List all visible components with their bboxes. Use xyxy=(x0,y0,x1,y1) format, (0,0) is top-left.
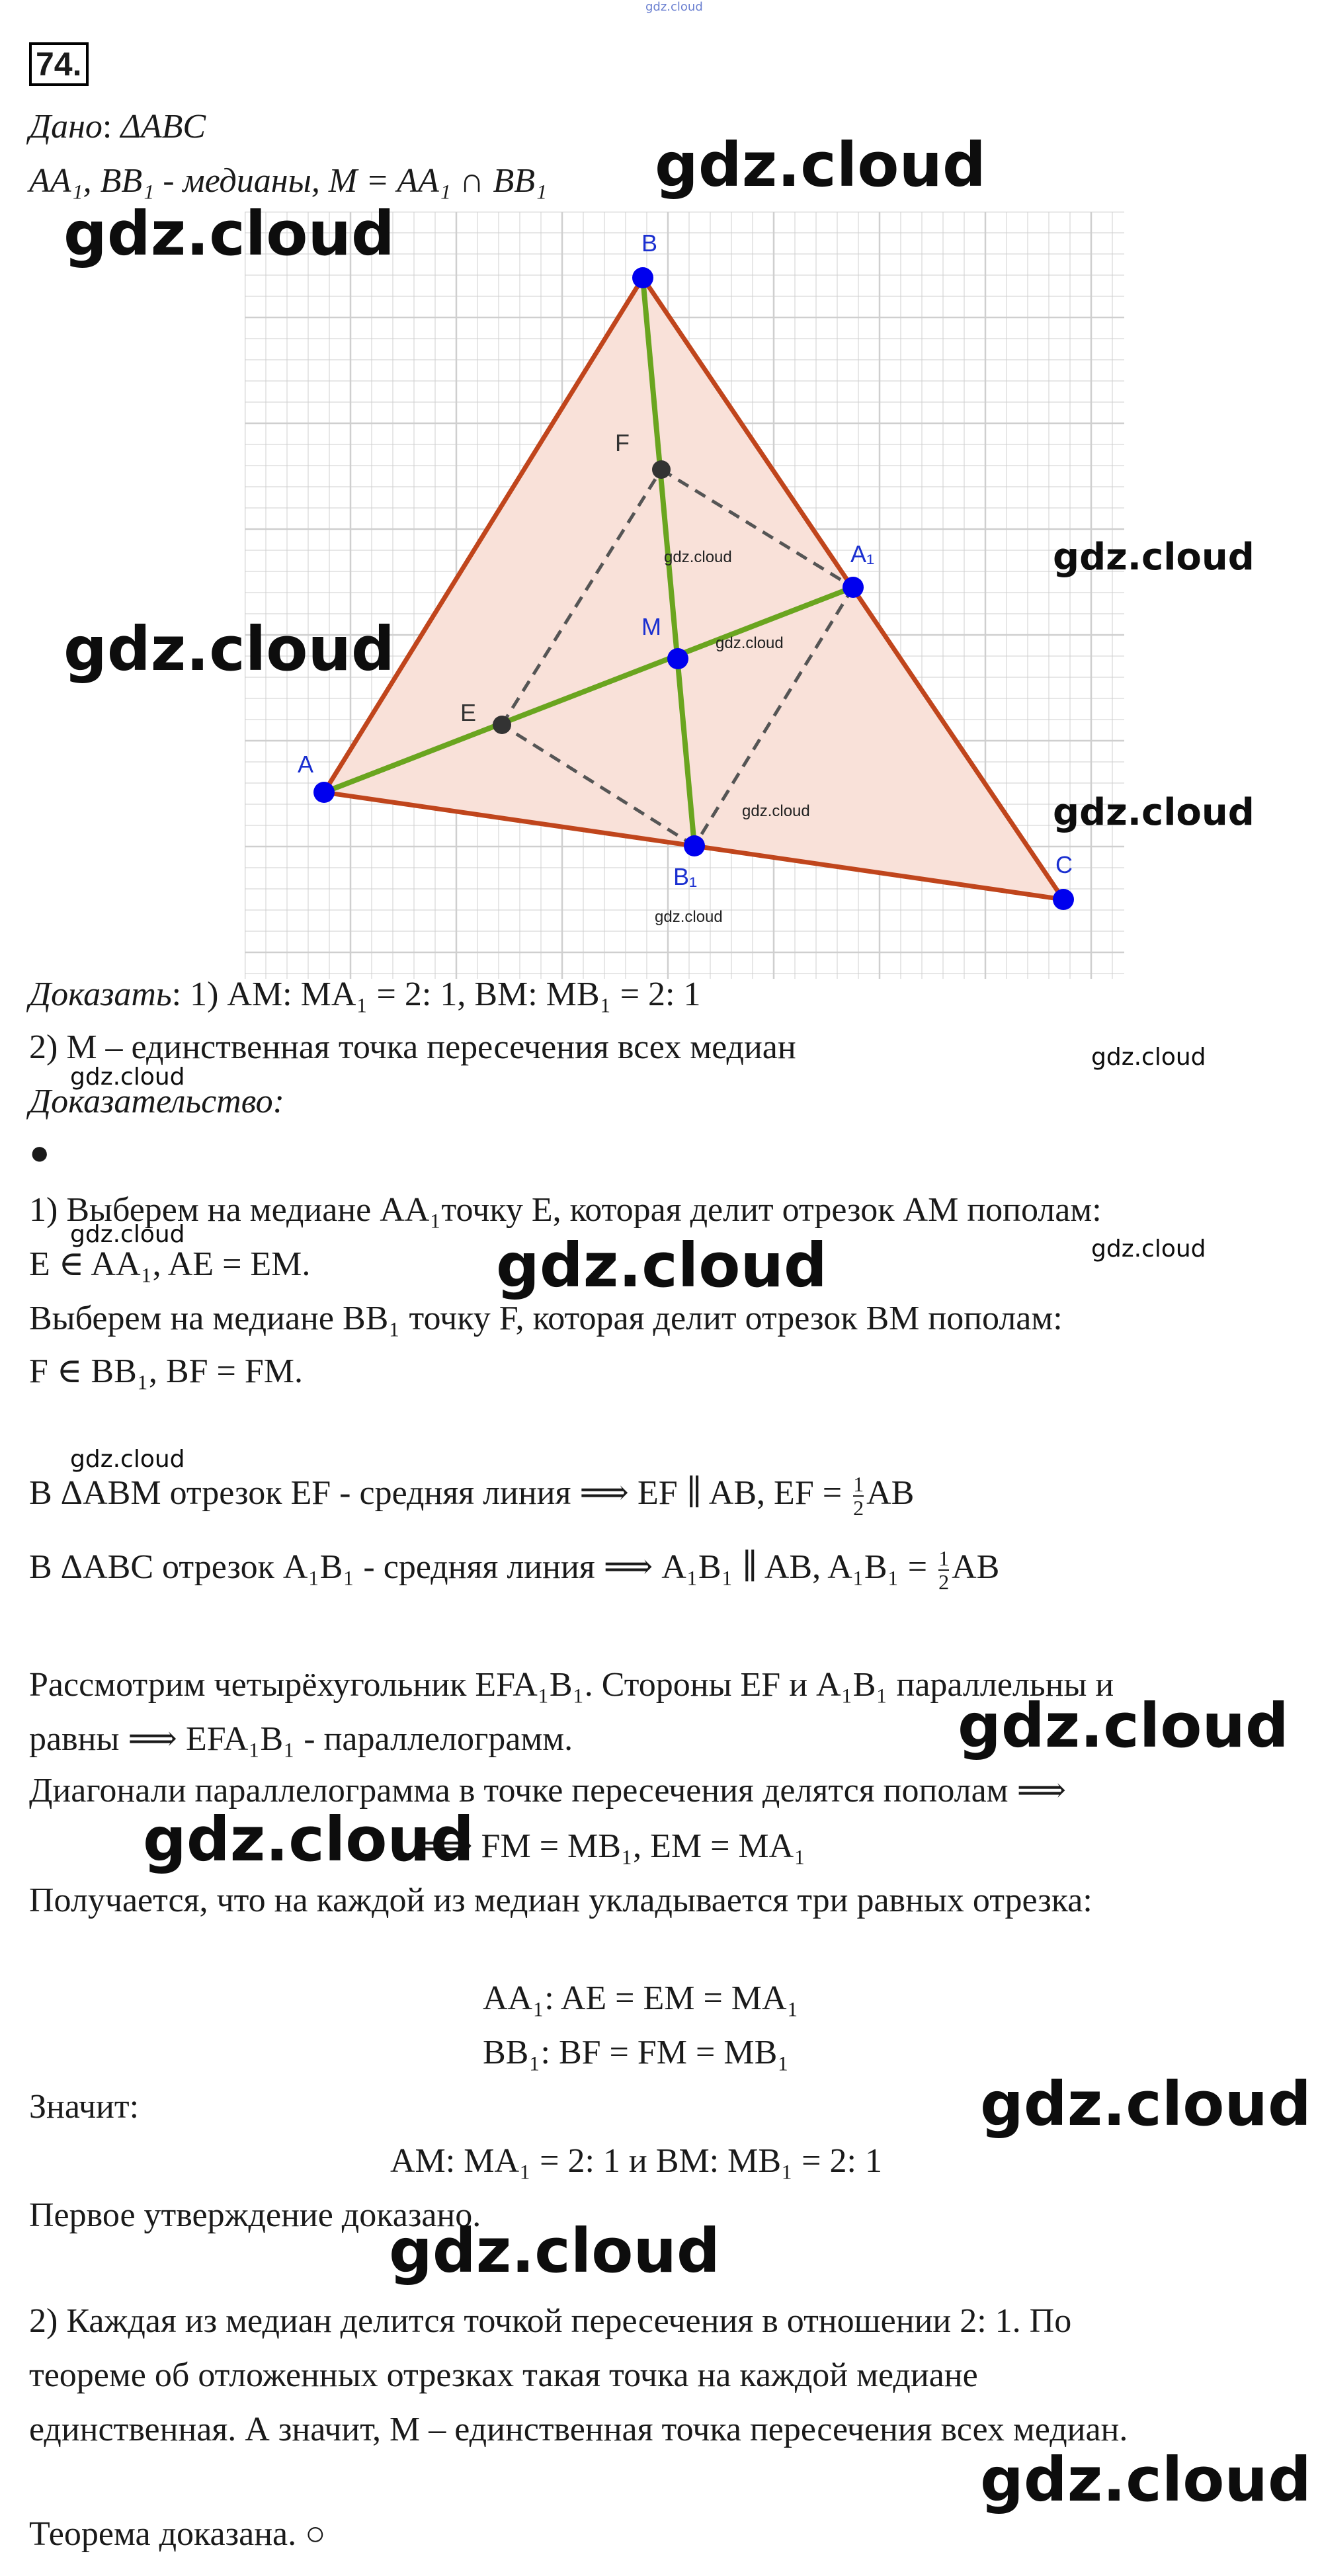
watermark: gdz.cloud xyxy=(980,2069,1311,2140)
point-f xyxy=(652,460,671,479)
ratio-result: AM: MA₁ = 2: 1 и BM: MB₁ = 2: 1 xyxy=(390,2142,882,2180)
problem-number: 74. xyxy=(29,42,89,86)
proof-bullet: ● xyxy=(29,1134,50,1172)
watermark: gdz.cloud xyxy=(143,1804,474,1875)
quadrilateral-b: равны ⟹ EFA₁B₁ - параллелограмм. xyxy=(29,1720,573,1758)
vertex-b xyxy=(632,267,653,288)
svg-text:gdz.cloud: gdz.cloud xyxy=(742,802,810,820)
step2-a: 2) Каждая из медиан делится точкой пересечения в отношении 2: 1. По xyxy=(29,2302,1072,2340)
equation-aa1: AA₁: AE = EM = MA₁ xyxy=(483,1979,799,2017)
step2-c: единственная. А значит, M – единственная точка пересечения всех медиан. xyxy=(29,2411,1128,2448)
watermark: gdz.cloud xyxy=(1091,1044,1206,1071)
watermark: gdz.cloud xyxy=(389,2216,720,2286)
watermark: gdz.cloud xyxy=(63,198,395,269)
proof-step1-d: F ∈ BB₁, BF = FM. xyxy=(29,1352,303,1390)
midline-abc: В ΔABC отрезок A₁B₁ - средняя линия ⟹ A₁B₁ ∥ AB, A₁B₁ = $\frac{1}{2}$ AB xyxy=(29,1546,1000,1595)
given-line: Дано: ΔABC xyxy=(29,108,206,145)
prove-statement-2: 2) M – единственная точка пересечения всех медиан xyxy=(29,1028,796,1066)
vertex-c xyxy=(1053,889,1074,910)
three-segments: Получается, что на каждой из медиан укладывается три равных отрезка: xyxy=(29,1882,1092,1919)
point-b1 xyxy=(684,835,705,856)
point-a1 xyxy=(843,577,864,598)
quadrilateral-a: Рассмотрим четырёхугольник EFA₁B₁. Стороны EF и A₁B₁ параллельны и xyxy=(29,1666,1114,1704)
theorem-proved: Теорема доказана. ○ xyxy=(29,2515,326,2553)
proof-label: Доказательство: xyxy=(29,1083,284,1120)
watermark: gdz.cloud xyxy=(1053,791,1255,834)
watermark: gdz.cloud xyxy=(70,1221,185,1248)
watermark: gdz.cloud xyxy=(980,2444,1311,2515)
prove-label: Доказать xyxy=(29,976,172,1013)
prove-line-1 xyxy=(29,974,701,1016)
watermark: gdz.cloud xyxy=(655,130,986,200)
watermark: gdz.cloud xyxy=(70,1446,185,1473)
diagonals-a: Диагонали параллелограмма в точке пересечения делятся пополам ⟹ xyxy=(29,1772,1067,1809)
label-b: B xyxy=(641,229,658,257)
svg-text:gdz.cloud: gdz.cloud xyxy=(664,548,732,566)
first-proved: Первое утверждение доказано. xyxy=(29,2196,481,2234)
watermark: gdz.cloud xyxy=(1053,536,1255,579)
equation-bb1: BB₁: BF = FM = MB₁ xyxy=(483,2034,790,2071)
vertex-a xyxy=(313,782,335,803)
step2-b: теореме об отложенных отрезках такая точка на каждой медиане xyxy=(29,2356,978,2394)
point-m xyxy=(667,648,688,669)
watermark: gdz.cloud xyxy=(70,1063,185,1091)
watermark: gdz.cloud xyxy=(63,614,395,685)
label-m: M xyxy=(641,613,661,640)
proof-step1-c: Выберем на медиане BB₁ точку F, которая делит отрезок BM пополам: xyxy=(29,1300,1063,1337)
label-e: E xyxy=(460,699,477,726)
watermark: gdz.cloud xyxy=(958,1690,1289,1761)
given-label: Дано xyxy=(29,108,103,145)
svg-text:gdz.cloud: gdz.cloud xyxy=(716,634,784,652)
svg-text:gdz.cloud: gdz.cloud xyxy=(655,908,723,926)
midline-abm: В ΔABM отрезок EF - средняя линия ⟹ EF ∥ AB, EF = $\frac{1}{2}$ AB xyxy=(29,1472,915,1520)
watermark: gdz.cloud xyxy=(1091,1235,1206,1263)
so-label: Значит: xyxy=(29,2088,140,2126)
triangle-figure xyxy=(245,212,1124,979)
label-a1: A₁ xyxy=(850,540,875,567)
fraction-half: $\frac{1}{2}$ xyxy=(938,1546,950,1595)
point-e xyxy=(493,716,511,734)
proof-step1-b: E ∈ AA₁, AE = EM. xyxy=(29,1245,311,1283)
given-triangle: ΔABC xyxy=(120,108,206,145)
label-c: C xyxy=(1055,851,1073,878)
watermark: gdz.cloud xyxy=(496,1230,827,1301)
label-f: F xyxy=(615,429,630,456)
proof-step1-a: 1) Выберем на медиане AA₁точку E, которая делит отрезок AM пополам: xyxy=(29,1191,1102,1229)
top-site-mark: gdz.cloud xyxy=(645,0,703,14)
label-b1: B₁ xyxy=(673,863,698,890)
diagonals-b: ⟹ FM = MB₁, EM = MA₁ xyxy=(423,1827,806,1865)
fraction-half: $\frac{1}{2}$ xyxy=(853,1472,864,1520)
given-medians: AA₁, BB₁ - медианы, M = AA₁ ∩ BB₁ xyxy=(29,162,548,200)
label-a: A xyxy=(298,751,314,778)
prove-statement-1: : 1) AM: MA₁ = 2: 1, BM: MB₁ = 2: 1 xyxy=(171,976,701,1013)
